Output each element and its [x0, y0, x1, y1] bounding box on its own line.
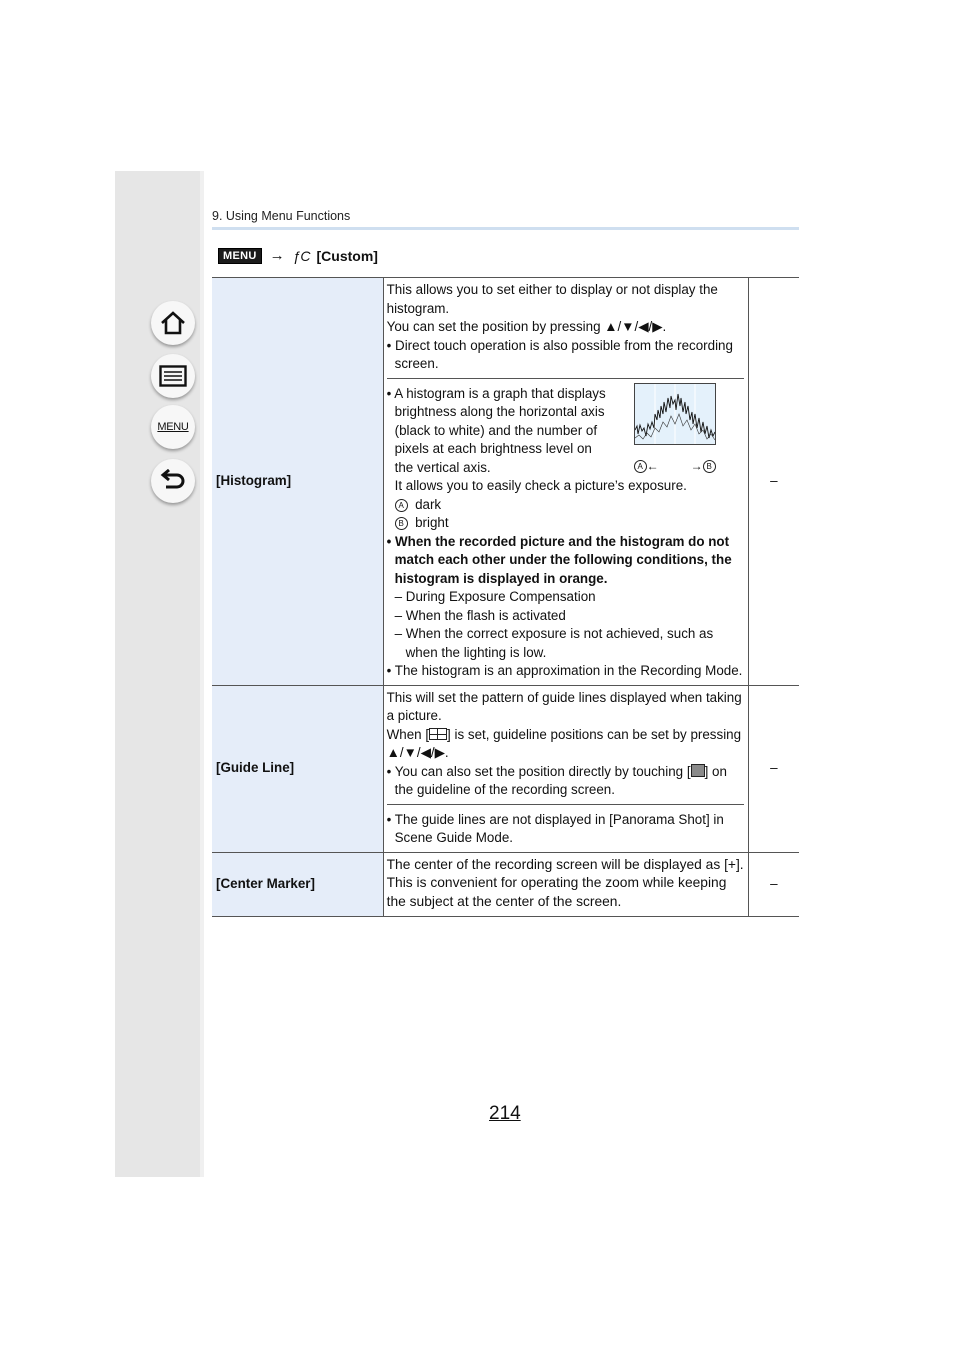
bullet-note: • You can also set the position directly by touching [ ] on the guideline of the recording screen.: [386, 763, 727, 797]
table-row: [212, 852, 799, 916]
bright-marker: B: [703, 460, 716, 473]
histogram-graph: [634, 383, 716, 445]
back-button[interactable]: [151, 459, 195, 503]
custom-menu-label: [Custom]: [316, 247, 378, 264]
setting-description: [383, 852, 748, 916]
bullet-note: • Direct touch operation is also possible from the recording screen.: [386, 337, 733, 371]
setting-value: –: [748, 278, 799, 686]
settings-table: [212, 277, 799, 917]
guide-line-pattern-icon: [429, 728, 447, 740]
histogram-figure: [634, 383, 716, 476]
right-arrow: →: [690, 458, 703, 473]
dark-marker: A: [634, 460, 647, 473]
section-header: 9. Using Menu Functions: [212, 209, 351, 223]
description-text: This will set the pattern of guide lines displayed when taking a picture.: [386, 689, 742, 723]
description-text: This allows you to set either to display or not display the histogram.: [386, 282, 718, 316]
setting-description: [383, 685, 748, 852]
table-row: [212, 278, 799, 686]
description-text: When [ ] is set, guideline positions can be set by pressing ▲/▼/◀/▶.: [386, 726, 742, 760]
condition-item: – When the flash is activated: [394, 607, 566, 623]
list-icon: [159, 365, 187, 387]
condition-item: – During Exposure Compensation: [394, 589, 596, 604]
page-number: 214: [489, 1103, 521, 1124]
home-button[interactable]: [151, 301, 195, 345]
home-icon: [159, 310, 187, 336]
setting-value: –: [748, 852, 799, 916]
side-panel-divider: [200, 171, 204, 1177]
bold-note: • When the recorded picture and the histogram do not match each other under the following conditions, the histogram is displayed in orange.: [386, 533, 732, 586]
legend-bright: B bright: [387, 514, 744, 533]
breadcrumb-arrow: →: [269, 247, 285, 264]
setting-name: [Center Marker]: [212, 852, 383, 916]
menu-badge: MENU: [218, 248, 262, 264]
description-text: It allows you to easily check a picture’s exposure.: [394, 478, 687, 493]
bullet-note: • A histogram is a graph that displays brightness along the horizontal axis (black to white) and the number of pixels at each brightness level on the vertical axis.: [386, 385, 606, 475]
back-arrow-icon: [159, 469, 187, 493]
histogram-legend: [634, 457, 716, 476]
setting-name: [Histogram]: [212, 278, 383, 686]
custom-icon: ƒC: [292, 247, 311, 264]
table-row: [212, 685, 799, 852]
setting-name: [Guide Line]: [212, 685, 383, 852]
description-text: The center of the recording screen will be displayed as [+]. This is convenient for operating the zoom while keeping the subject at the center of the screen.: [386, 856, 744, 909]
breadcrumb: [218, 247, 378, 264]
guide-position-touch-icon: [691, 764, 705, 777]
header-rule: [212, 227, 799, 230]
bullet-note: • The histogram is an approximation in the Recording Mode.: [386, 663, 743, 678]
setting-value: –: [748, 685, 799, 852]
menu-label: MENU: [157, 421, 189, 433]
table-of-contents-button[interactable]: [151, 354, 195, 398]
description-text: You can set the position by pressing ▲/▼/◀/▶.: [386, 319, 667, 334]
setting-description: [383, 278, 748, 686]
left-arrow: ←: [646, 458, 659, 473]
legend-dark: A dark: [387, 496, 744, 515]
menu-list-button[interactable]: [151, 405, 195, 449]
bullet-note: • The guide lines are not displayed in [Panorama Shot] in Scene Guide Mode.: [386, 811, 724, 845]
condition-item: – When the correct exposure is not achieved, such as when the lighting is low.: [394, 626, 714, 660]
